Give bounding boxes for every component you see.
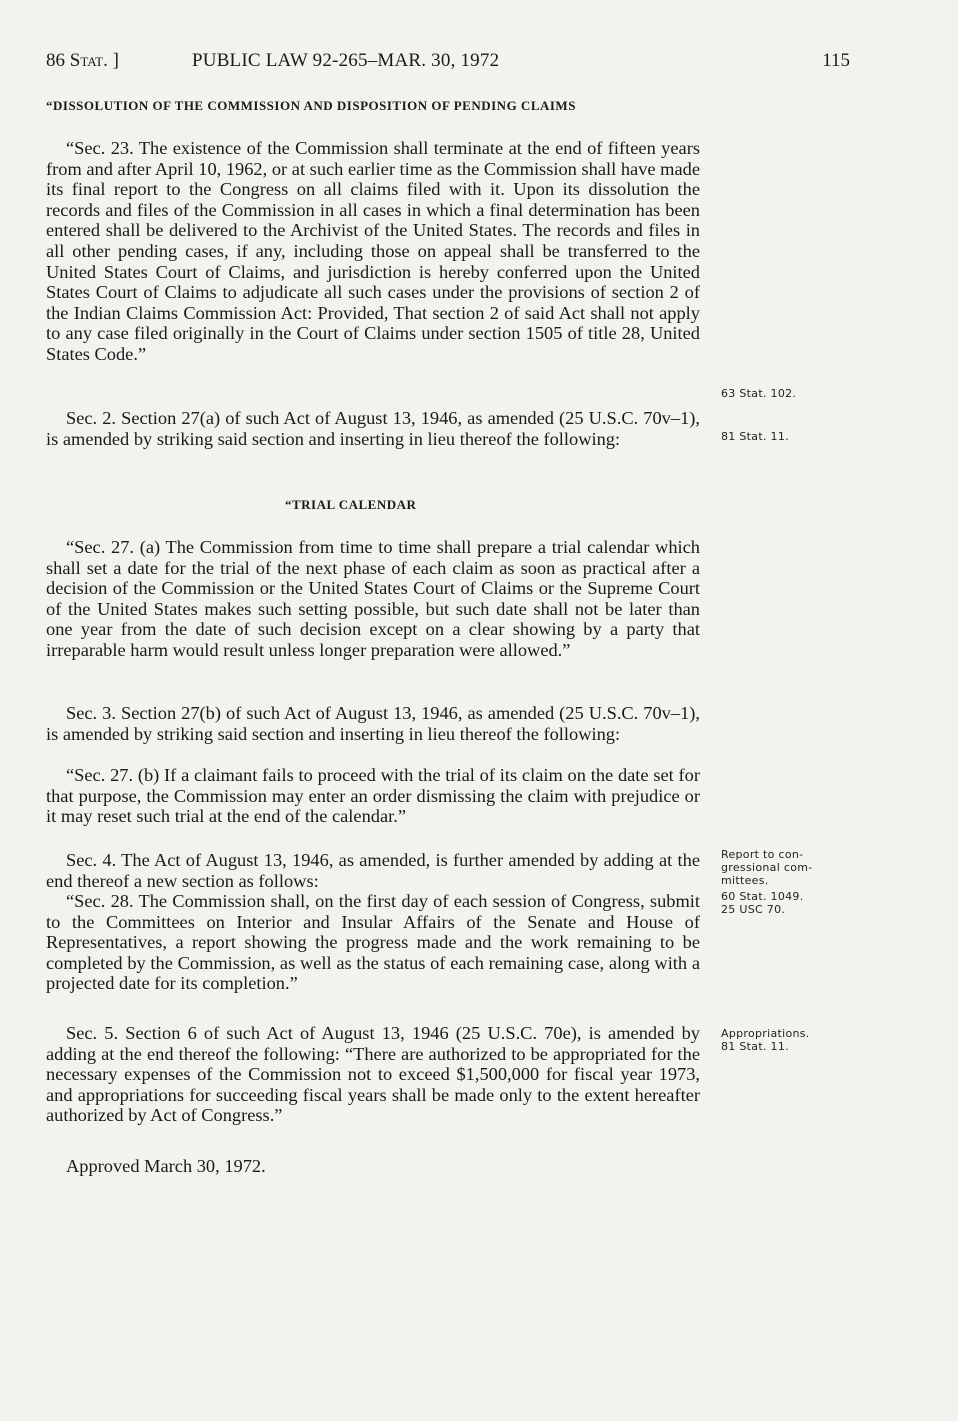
margin-note-60-stat (721, 890, 851, 916)
margin-note-appropriations-line-1: Appropriations. (721, 1027, 810, 1040)
margin-note-report-line-1: Report to con- (721, 848, 804, 861)
page-number: 115 (822, 50, 850, 71)
margin-note-report (721, 848, 851, 887)
paragraph-sec-23: “Sec. 23. The existence of the Commission shall terminate at the end of fifteen years from and after April 10, 1962, or at such earlier time as the Commission shall have made its final report to the Congress on all claims filed with it. Upon its dissolution the records and files of the Commission in all cases in which a final determination has been entered shall be delivered to the Archivist of the United States. The records and files in all other pending cases, if any, including those on appeal shall be transferred to the United States Court of Claims, and jurisdiction is hereby conferred upon the United States Court of Claims to adjudicate all such cases under the provisions of section 2 of the Indian Claims Commission Act: Provided, That section 2 of said Act shall not apply to any case filed originally in the Court of Claims under section 1505 of title 28, United States Code.” (46, 138, 700, 364)
paragraph-sec-28: “Sec. 28. The Commission shall, on the first day of each session of Congress, submit to the Committees on Interior and Insular Affairs of the Senate and House of Representatives, a report showing the progress made and the work remaining to be completed by the Commission, as well as the status of each remaining case, along with a projected date for its completion.” (46, 891, 700, 994)
paragraph-sec-4: Sec. 4. The Act of August 13, 1946, as amended, is further amended by adding at the end thereof a new section as follows: (46, 850, 700, 891)
margin-note-report-line-2: gressional com- (721, 861, 813, 874)
paragraph-sec-2: Sec. 2. Section 27(a) of such Act of August 13, 1946, as amended (25 U.S.C. 70v–1), is amended by striking said section and inserting in lieu thereof the following: (46, 408, 700, 449)
paragraph-sec-27b: “Sec. 27. (b) If a claimant fails to proceed with the trial of its claim on the date set for that purpose, the Commission may enter an order dismissing the claim with prejudice or it may reset such trial at the end of the calendar.” (46, 765, 700, 827)
section-heading-trial-calendar: “TRIAL CALENDAR (285, 497, 417, 512)
page-header (46, 50, 852, 76)
law-title: PUBLIC LAW 92-265–MAR. 30, 1972 (192, 50, 500, 71)
margin-note-appropriations (721, 1027, 851, 1053)
margin-note-60-stat-line-2: 25 USC 70. (721, 903, 786, 916)
section-heading-dissolution: “DISSOLUTION OF THE COMMISSION AND DISPOSITION OF PENDING CLAIMS (46, 98, 576, 113)
paragraph-sec-5: Sec. 5. Section 6 of such Act of August 13, 1946 (25 U.S.C. 70e), is amended by adding at the end thereof the following: “There are authorized to be appropriated for the necessary expenses of the Commission not to exceed $1,500,000 for fiscal year 1973, and appropriations for succeeding fiscal years shall be made only to the extent hereafter authorized by Act of Congress.” (46, 1023, 700, 1126)
paragraph-sec-3: Sec. 3. Section 27(b) of such Act of August 13, 1946, as amended (25 U.S.C. 70v–1), is amended by striking said section and inserting in lieu thereof the following: (46, 703, 700, 744)
approval-date: Approved March 30, 1972. (66, 1156, 266, 1176)
margin-note-report-line-3: mittees. (721, 874, 769, 887)
margin-note-60-stat-line-1: 60 Stat. 1049. (721, 890, 804, 903)
margin-note-63-stat: 63 Stat. 102. (721, 387, 797, 400)
margin-note-appropriations-line-2: 81 Stat. 11. (721, 1040, 789, 1053)
paragraph-sec-27a: “Sec. 27. (a) The Commission from time to time shall prepare a trial calendar which shall set a date for the trial of the next phase of each claim as soon as practical after a decision of the Commission or the United States Court of Claims or the Supreme Court of the United States makes such setting possible, but such date shall not be later than one year from the date of such decision except on a clear showing by a party that irreparable harm would result unless longer preparation were allowed.” (46, 537, 700, 660)
statute-reference: 86 Stat. ] (46, 50, 119, 71)
margin-note-81-stat: 81 Stat. 11. (721, 430, 789, 443)
